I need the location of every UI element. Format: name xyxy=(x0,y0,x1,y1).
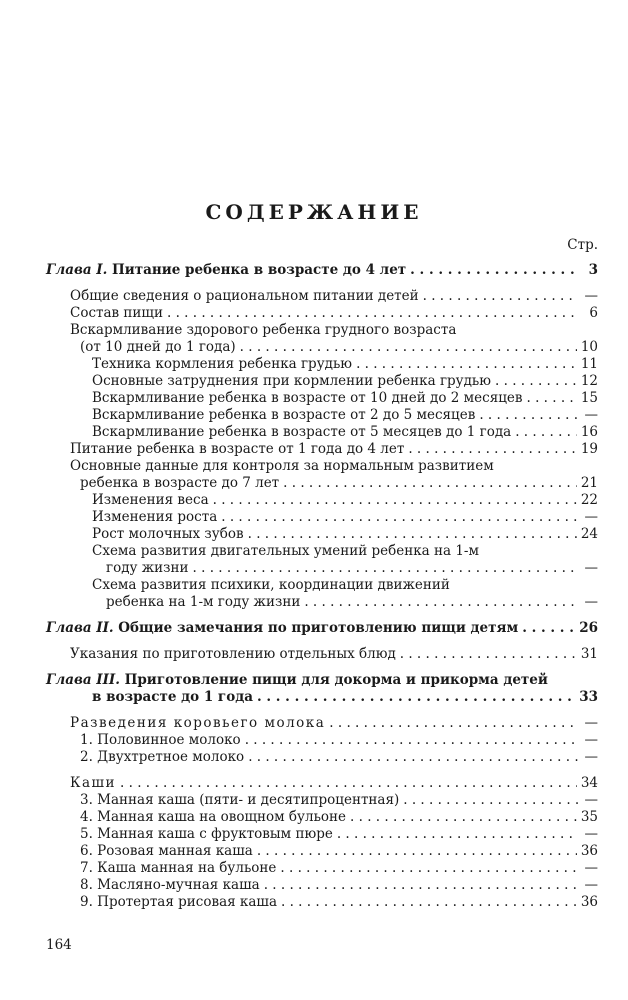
toc-chapter-entry xyxy=(0,672,628,689)
entry-text: 3. Манная каша (пяти- и десятипроцентная) xyxy=(80,792,400,808)
entry-text: Указания по приготовлению отдельных блюд xyxy=(70,646,396,662)
dot-leader xyxy=(494,373,577,390)
toc-entry xyxy=(0,356,628,373)
toc-entry xyxy=(0,373,628,390)
dot-leader xyxy=(247,749,578,766)
toc-page-number: 36 xyxy=(580,894,598,910)
chapter-label: Глава III. xyxy=(46,672,120,688)
toc-page-number: — xyxy=(584,732,598,748)
toc-entry-title xyxy=(46,262,406,279)
section-gap xyxy=(0,766,628,775)
dot-leader xyxy=(521,620,575,637)
toc-chapter-entry xyxy=(0,262,628,279)
dot-leader xyxy=(399,646,577,663)
toc-entry xyxy=(0,809,628,826)
entry-text: Основные данные для контроля за нормальным развитием xyxy=(70,458,494,474)
entry-text: 8. Масляно-мучная каша xyxy=(80,877,260,893)
toc-entry xyxy=(0,775,628,792)
entry-text: Состав пищи xyxy=(70,305,163,321)
toc-entry xyxy=(0,792,628,809)
dot-leader xyxy=(355,356,577,373)
toc-entry-title xyxy=(80,339,236,356)
toc-entry xyxy=(0,715,628,732)
dot-leader xyxy=(279,860,578,877)
entry-text: Изменения веса xyxy=(92,492,209,508)
dot-leader xyxy=(303,594,578,611)
toc-page-number: — xyxy=(584,594,598,610)
toc-entry-title xyxy=(106,560,189,577)
toc-entry-title xyxy=(92,424,511,441)
toc-entry xyxy=(0,509,628,526)
toc-page-number: 36 xyxy=(580,843,598,859)
dot-leader xyxy=(407,441,576,458)
toc-entry-title xyxy=(80,732,241,749)
toc-page-number: 12 xyxy=(580,373,598,389)
dot-leader xyxy=(239,339,577,356)
toc-entry xyxy=(0,407,628,424)
toc-page-number: — xyxy=(584,715,598,731)
page-column-header: Стр. xyxy=(567,237,598,253)
entry-text: Общие сведения о рациональном питании детей xyxy=(70,288,419,304)
toc-page-number: — xyxy=(584,749,598,765)
dot-leader xyxy=(166,305,578,322)
toc-entry-title xyxy=(92,543,479,560)
dot-leader xyxy=(409,262,578,279)
toc-page-number: — xyxy=(584,860,598,876)
dot-leader xyxy=(263,877,578,894)
entry-text: Разведения коровьего молока xyxy=(70,715,326,731)
entry-text: Питание ребенка в возрасте до 4 лет xyxy=(107,262,407,278)
contents-title: СОДЕРЖАНИЕ xyxy=(205,200,423,224)
toc-entry xyxy=(0,526,628,543)
toc-entry xyxy=(0,646,628,663)
toc-entry-title xyxy=(70,646,396,663)
toc-entry-title xyxy=(80,475,279,492)
toc-entry-title xyxy=(70,288,419,305)
toc-entry xyxy=(0,749,628,766)
page-number: 164 xyxy=(46,937,72,953)
toc-page-number: 22 xyxy=(580,492,598,508)
toc-entry-title xyxy=(46,672,548,689)
entry-text: Схема развития психики, координации движений xyxy=(92,577,450,593)
toc-entry xyxy=(0,458,628,475)
toc-entry-title xyxy=(70,305,163,322)
entry-text: году жизни xyxy=(106,560,189,576)
toc-page-number: 19 xyxy=(580,441,598,457)
toc-page-number: 15 xyxy=(580,390,598,406)
toc-entry-title xyxy=(80,877,260,894)
dot-leader xyxy=(119,775,577,792)
toc-entry-title xyxy=(92,526,244,543)
toc-entry xyxy=(0,577,628,594)
section-gap xyxy=(0,706,628,715)
toc-page-number: — xyxy=(584,877,598,893)
entry-text: ребенка в возрасте до 7 лет xyxy=(80,475,280,491)
toc-entry xyxy=(0,305,628,322)
chapter-label: Глава I. xyxy=(46,262,108,278)
toc-entry xyxy=(0,441,628,458)
toc-page-number: — xyxy=(584,792,598,808)
toc-entry-title xyxy=(80,843,253,860)
entry-text: ребенка на 1-м году жизни xyxy=(106,594,301,610)
entry-text: 1. Половинное молоко xyxy=(80,732,241,748)
toc-page-number: 11 xyxy=(580,356,598,372)
entry-text: Рост молочных зубов xyxy=(92,526,244,542)
toc-entry xyxy=(0,860,628,877)
entry-text: Каши xyxy=(70,775,117,791)
entry-text: (от 10 дней до 1 года) xyxy=(80,339,236,355)
dot-leader xyxy=(422,288,578,305)
chapter-label: Глава II. xyxy=(46,620,114,636)
dot-leader xyxy=(478,407,578,424)
dot-leader xyxy=(244,732,578,749)
toc-page-number: — xyxy=(584,560,598,576)
entry-text: Схема развития двигательных умений ребенка на 1-м xyxy=(92,543,479,559)
entry-text: 7. Каша манная на бульоне xyxy=(80,860,277,876)
toc-entry-title xyxy=(92,407,475,424)
toc-entry xyxy=(0,475,628,492)
toc-entry xyxy=(0,826,628,843)
toc-page-number: 10 xyxy=(580,339,598,355)
toc-page-number: 35 xyxy=(580,809,598,825)
toc-page-number: — xyxy=(584,509,598,525)
dot-leader xyxy=(220,509,578,526)
dot-leader xyxy=(256,843,577,860)
toc-page-number: 16 xyxy=(580,424,598,440)
entry-text: Питание ребенка в возрасте от 1 года до 4 лет xyxy=(70,441,405,457)
toc-entry-title xyxy=(80,826,333,843)
toc-entry-title xyxy=(92,509,217,526)
toc-entry-title xyxy=(70,715,325,732)
dot-leader xyxy=(282,475,577,492)
toc-chapter-entry xyxy=(0,689,628,706)
toc-entry xyxy=(0,543,628,560)
dot-leader xyxy=(192,560,578,577)
toc-entry-title xyxy=(80,792,399,809)
toc-chapter-entry xyxy=(0,620,628,637)
entry-text: Изменения роста xyxy=(92,509,218,525)
toc-entry-title xyxy=(46,620,518,637)
dot-leader xyxy=(247,526,577,543)
entry-text: 5. Манная каша с фруктовым пюре xyxy=(80,826,333,842)
entry-text: Вскармливание ребенка в возрасте от 10 дней до 2 месяцев xyxy=(92,390,523,406)
toc-page-number: — xyxy=(584,407,598,423)
toc-entry xyxy=(0,843,628,860)
dot-leader xyxy=(514,424,577,441)
toc-entry-title xyxy=(70,775,116,792)
toc-entry xyxy=(0,877,628,894)
section-gap xyxy=(0,279,628,288)
toc-entry-title xyxy=(70,458,494,475)
toc-entry-title xyxy=(92,356,352,373)
dot-leader xyxy=(526,390,577,407)
toc-page-number: — xyxy=(584,826,598,842)
entry-text: Приготовление пищи для докорма и прикорма детей xyxy=(119,672,548,688)
entry-text: Вскармливание ребенка в возрасте от 2 до 5 месяцев xyxy=(92,407,476,423)
toc-page-number: 3 xyxy=(588,262,598,278)
toc-page-number: 33 xyxy=(579,689,598,705)
entry-text: Техника кормления ребенка грудью xyxy=(92,356,353,372)
dot-leader xyxy=(349,809,577,826)
entry-text: 9. Протертая рисовая каша xyxy=(80,894,278,910)
toc-page-number: 6 xyxy=(589,305,598,321)
entry-text: Вскармливание здорового ребенка грудного возраста xyxy=(70,322,457,338)
entry-text: 4. Манная каша на овощном бульоне xyxy=(80,809,347,825)
dot-leader xyxy=(328,715,578,732)
dot-leader xyxy=(212,492,577,509)
toc-entry-title xyxy=(70,322,456,339)
toc-page-number: 34 xyxy=(580,775,598,791)
entry-text: Вскармливание ребенка в возрасте от 5 месяцев до 1 года xyxy=(92,424,512,440)
toc-entry-title xyxy=(106,594,300,611)
toc-page-number: — xyxy=(584,288,598,304)
dot-leader xyxy=(256,689,575,706)
dot-leader xyxy=(280,894,577,911)
toc-page-number: 21 xyxy=(580,475,598,491)
entry-text: в возрасте до 1 года xyxy=(92,689,253,705)
toc-entry xyxy=(0,288,628,305)
toc-entry xyxy=(0,424,628,441)
toc-entry xyxy=(0,560,628,577)
toc-entry xyxy=(0,492,628,509)
section-gap xyxy=(0,611,628,620)
toc-entry-title xyxy=(92,689,253,706)
table-of-contents xyxy=(0,262,628,911)
section-gap xyxy=(0,663,628,672)
toc-entry-title xyxy=(92,390,523,407)
entry-text: 2. Двухтретное молоко xyxy=(80,749,245,765)
toc-page-number: 26 xyxy=(579,620,598,636)
toc-page-number: 24 xyxy=(580,526,598,542)
toc-entry-title xyxy=(92,577,450,594)
toc-entry xyxy=(0,390,628,407)
entry-text: Общие замечания по приготовлению пищи детям xyxy=(113,620,519,636)
toc-entry-title xyxy=(80,749,244,766)
toc-entry xyxy=(0,339,628,356)
entry-text: 6. Розовая манная каша xyxy=(80,843,253,859)
toc-entry-title xyxy=(80,894,277,911)
toc-entry-title xyxy=(92,373,491,390)
toc-entry-title xyxy=(70,441,404,458)
toc-entry xyxy=(0,894,628,911)
toc-entry xyxy=(0,732,628,749)
toc-entry xyxy=(0,322,628,339)
dot-leader xyxy=(336,826,578,843)
dot-leader xyxy=(402,792,578,809)
entry-text: Основные затруднения при кормлении ребенка грудью xyxy=(92,373,492,389)
toc-page-number: 31 xyxy=(580,646,598,662)
toc-entry-title xyxy=(80,809,346,826)
toc-entry-title xyxy=(92,492,209,509)
toc-entry xyxy=(0,594,628,611)
section-gap xyxy=(0,637,628,646)
toc-entry-title xyxy=(80,860,276,877)
